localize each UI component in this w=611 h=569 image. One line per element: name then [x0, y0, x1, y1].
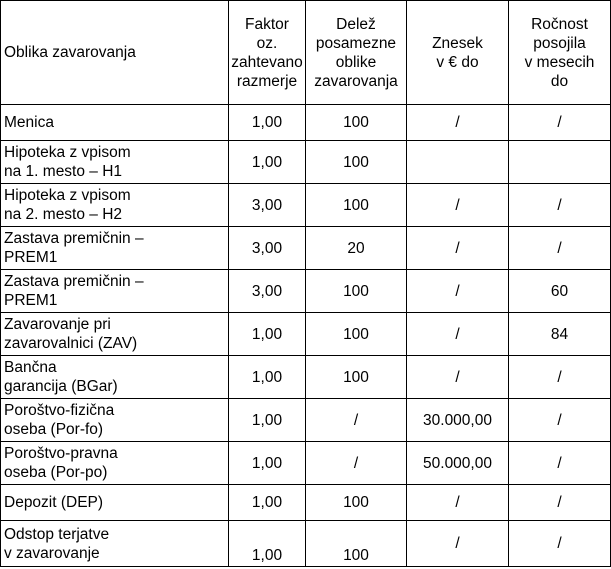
cell-factor: 1,00 — [229, 485, 306, 521]
cell-factor: 1,00 — [229, 521, 306, 567]
table-row — [1, 184, 611, 227]
cell-factor: 3,00 — [229, 227, 306, 270]
cell-share: 100 — [306, 184, 407, 227]
cell-amount: / — [407, 105, 509, 141]
cell-term: 60 — [509, 270, 611, 313]
cell-amount: / — [407, 184, 509, 227]
cell-share: 100 — [306, 105, 407, 141]
table-row — [1, 521, 611, 567]
cell-form: Zastava premičnin – PREM1 — [1, 227, 229, 270]
cell-term: / — [509, 227, 611, 270]
cell-term — [509, 141, 611, 184]
cell-share: 100 — [306, 485, 407, 521]
cell-amount: / — [407, 356, 509, 399]
cell-factor: 1,00 — [229, 141, 306, 184]
cell-factor: 3,00 — [229, 184, 306, 227]
cell-factor: 1,00 — [229, 399, 306, 442]
cell-amount: / — [407, 227, 509, 270]
cell-term: / — [509, 105, 611, 141]
cell-amount: / — [407, 313, 509, 356]
cell-share: 100 — [306, 313, 407, 356]
cell-form: Hipoteka z vpisom na 1. mesto – H1 — [1, 141, 229, 184]
cell-share: 100 — [306, 270, 407, 313]
header-row — [1, 1, 611, 105]
header-amount: Znesek v € do — [407, 1, 509, 105]
cell-term: / — [509, 521, 611, 567]
cell-term: / — [509, 184, 611, 227]
table-row — [1, 270, 611, 313]
cell-form: Menica — [1, 105, 229, 141]
header-share: Delež posamezne oblike zavarovanja — [306, 1, 407, 105]
cell-form: Zastava premičnin – PREM1 — [1, 270, 229, 313]
cell-share: 100 — [306, 141, 407, 184]
cell-term: / — [509, 356, 611, 399]
cell-term: 84 — [509, 313, 611, 356]
cell-factor: 1,00 — [229, 313, 306, 356]
cell-factor: 1,00 — [229, 442, 306, 485]
cell-form: Odstop terjatve v zavarovanje — [1, 521, 229, 567]
table-row — [1, 227, 611, 270]
cell-amount: 50.000,00 — [407, 442, 509, 485]
cell-term: / — [509, 442, 611, 485]
cell-factor: 3,00 — [229, 270, 306, 313]
table-row — [1, 105, 611, 141]
header-form: Oblika zavarovanja — [1, 1, 229, 105]
table-row — [1, 485, 611, 521]
cell-share: / — [306, 442, 407, 485]
cell-amount: / — [407, 521, 509, 567]
header-term: Ročnost posojila v mesecih do — [509, 1, 611, 105]
cell-factor: 1,00 — [229, 356, 306, 399]
table-row — [1, 313, 611, 356]
table-row — [1, 141, 611, 184]
cell-form: Depozit (DEP) — [1, 485, 229, 521]
cell-form: Bančna garancija (BGar) — [1, 356, 229, 399]
cell-form: Hipoteka z vpisom na 2. mesto – H2 — [1, 184, 229, 227]
cell-form: Zavarovanje pri zavarovalnici (ZAV) — [1, 313, 229, 356]
cell-share: 100 — [306, 356, 407, 399]
cell-amount: / — [407, 270, 509, 313]
cell-term: / — [509, 485, 611, 521]
cell-share: 20 — [306, 227, 407, 270]
cell-term: / — [509, 399, 611, 442]
cell-form: Poroštvo-pravna oseba (Por-po) — [1, 442, 229, 485]
cell-form: Poroštvo-fizična oseba (Por-fo) — [1, 399, 229, 442]
header-factor: Faktor oz. zahtevano razmerje — [229, 1, 306, 105]
table-row — [1, 399, 611, 442]
cell-amount: / — [407, 485, 509, 521]
cell-share: / — [306, 399, 407, 442]
cell-factor: 1,00 — [229, 105, 306, 141]
cell-share: 100 — [306, 521, 407, 567]
cell-amount: 30.000,00 — [407, 399, 509, 442]
table-row — [1, 442, 611, 485]
table-row — [1, 356, 611, 399]
cell-amount — [407, 141, 509, 184]
